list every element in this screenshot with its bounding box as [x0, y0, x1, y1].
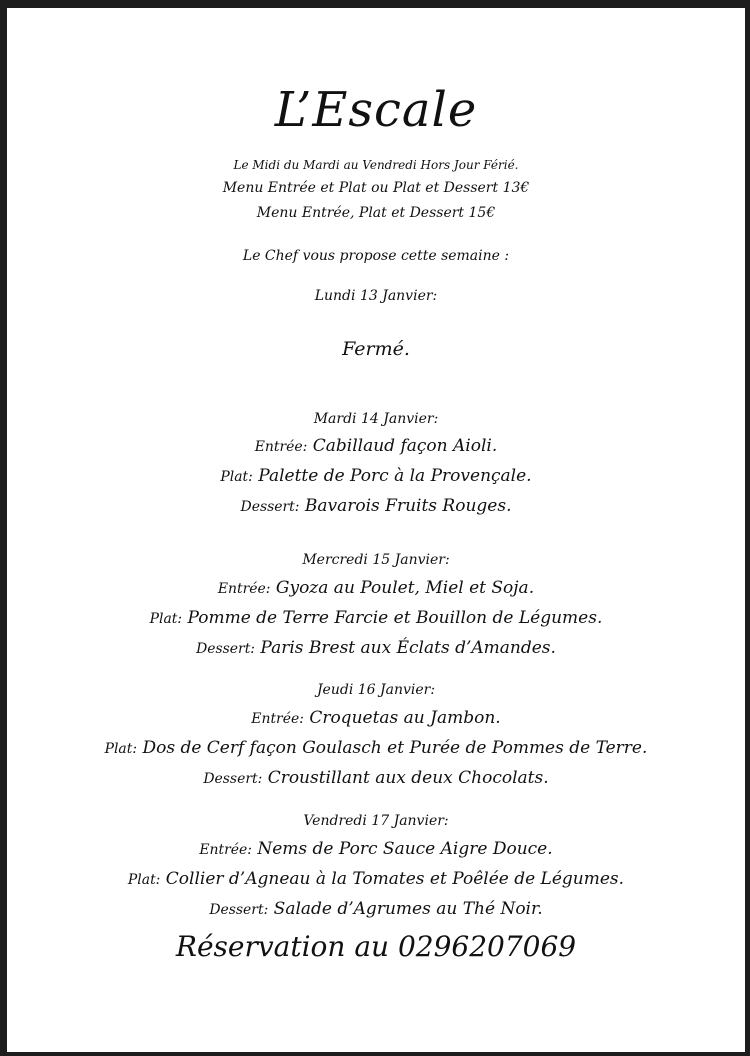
dish-name: Pomme de Terre Farcie et Bouillon de Légumes. [187, 608, 603, 628]
day-mercredi-plat [7, 608, 745, 628]
day-jeudi-dessert [7, 768, 745, 788]
entree-label: Entrée: [217, 581, 271, 597]
dessert-label: Dessert: [203, 771, 263, 787]
dish-name: Palette de Porc à la Provençale. [258, 466, 532, 486]
day-mardi-plat [7, 466, 745, 486]
dish-name: Bavarois Fruits Rouges. [304, 496, 512, 516]
dish-name: Dos de Cerf façon Goulasch et Purée de Pommes de Terre. [142, 738, 648, 758]
chef-intro: Le Chef vous propose cette semaine : [242, 248, 510, 264]
day-mardi-entree [7, 436, 745, 456]
dish-name: Collier d’Agneau à la Tomates et Poêlée de Légumes. [165, 869, 625, 889]
dish-name: Cabillaud façon Aioli. [312, 436, 498, 456]
day-mardi-dessert [7, 496, 745, 516]
dessert-label: Dessert: [196, 641, 255, 657]
menu-price-2: Menu Entrée, Plat et Dessert 15€ [256, 205, 496, 221]
day-mercredi-date: Mercredi 15 Janvier: [302, 552, 450, 568]
restaurant-title: L’Escale [274, 82, 478, 138]
entree-label: Entrée: [254, 439, 308, 455]
entree-label: Entrée: [199, 842, 252, 858]
day-jeudi-plat [7, 738, 745, 758]
entree-label: Entrée: [251, 711, 304, 727]
day-mardi-date: Mardi 14 Janvier: [313, 411, 439, 427]
day-vendredi-date: Vendredi 17 Janvier: [303, 813, 449, 829]
dessert-label: Dessert: [240, 499, 300, 515]
plat-label: Plat: [220, 469, 253, 485]
dish-name: Paris Brest aux Éclats d’Amandes. [260, 638, 556, 658]
dish-name: Croustillant aux deux Chocolats. [267, 768, 549, 788]
menu-page [7, 8, 745, 1052]
reservation-phone: Réservation au 0296207069 [175, 930, 577, 963]
dish-name: Salade d’Agrumes au Thé Noir. [273, 899, 543, 919]
day-vendredi-plat [7, 869, 745, 889]
dish-name: Croquetas au Jambon. [309, 708, 501, 728]
plat-label: Plat: [149, 611, 183, 627]
opening-hours: Le Midi du Mardi au Vendredi Hors Jour Férié. [233, 158, 519, 172]
dessert-label: Dessert: [209, 902, 269, 918]
day-jeudi-entree [7, 708, 745, 728]
plat-label: Plat: [127, 872, 161, 888]
day-lundi-date: Lundi 13 Janvier: [314, 288, 438, 304]
plat-label: Plat: [104, 741, 138, 757]
day-vendredi-entree [7, 839, 745, 859]
day-vendredi-dessert [7, 899, 745, 919]
day-mercredi-dessert [7, 638, 745, 658]
dish-name: Gyoza au Poulet, Miel et Soja. [275, 578, 535, 598]
menu-price-1: Menu Entrée et Plat ou Plat et Dessert 13€ [222, 180, 530, 196]
day-mercredi-entree [7, 578, 745, 598]
day-jeudi-date: Jeudi 16 Janvier: [316, 682, 436, 698]
day-lundi-closed: Fermé. [342, 338, 410, 360]
dish-name: Nems de Porc Sauce Aigre Douce. [257, 839, 553, 859]
